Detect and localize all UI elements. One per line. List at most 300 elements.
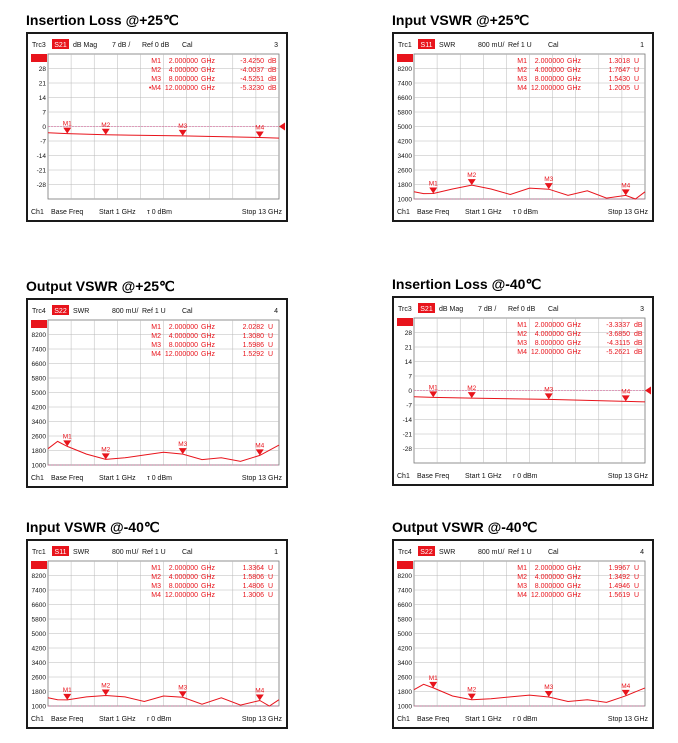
marker-label: M4 xyxy=(621,182,631,190)
marker-readout-vunit: U xyxy=(268,565,274,572)
marker-readout-unit: GHz xyxy=(567,58,581,65)
footer-power: r 0 dBm xyxy=(513,473,538,480)
marker-readout-value: 1.5986 xyxy=(242,342,264,349)
marker-readout-freq: 12.000000 xyxy=(530,349,564,356)
footer-start: Start 1 GHz xyxy=(99,716,136,723)
marker-readout-unit: GHz xyxy=(201,85,215,92)
chart-svg xyxy=(394,541,652,727)
format-label: SWR xyxy=(73,549,90,556)
y-tick-label: 5000 xyxy=(31,390,46,397)
marker-readout-name: M2 xyxy=(151,574,161,581)
ref-label: Ref 1 U xyxy=(142,308,166,315)
marker-label: M4 xyxy=(255,687,265,695)
marker-readout-unit: GHz xyxy=(201,76,215,83)
y-tick-label: 1000 xyxy=(31,703,46,711)
marker-readout-vunit: U xyxy=(634,565,640,572)
marker-readout-vunit: U xyxy=(634,58,640,65)
marker-readout-name: M2 xyxy=(517,331,527,338)
marker-label: M1 xyxy=(62,686,72,694)
y-tick-label: -21 xyxy=(402,431,412,439)
y-tick-label: 21 xyxy=(38,80,46,88)
y-tick-label: 8200 xyxy=(397,66,412,73)
footer-stop: Stop 13 GHz xyxy=(607,716,648,723)
marker-label: M3 xyxy=(178,122,188,130)
marker-readout-name: M3 xyxy=(517,76,527,83)
marker-readout-vunit: dB xyxy=(268,76,277,83)
marker-readout-name: M1 xyxy=(151,565,161,572)
y-tick-label: 8200 xyxy=(31,573,46,580)
trace-number: 1 xyxy=(274,549,278,556)
ref-label: Ref 1 U xyxy=(508,42,532,49)
marker-readout-freq: 2.000000 xyxy=(534,58,564,65)
marker-readout-value: -3.3337 xyxy=(606,322,630,329)
footer-channel: Ch1 xyxy=(31,209,44,216)
marker-label: M3 xyxy=(544,386,554,394)
y-tick-label: 4200 xyxy=(31,404,46,412)
marker-readout-name: M4 xyxy=(517,85,527,92)
marker-label: M1 xyxy=(428,384,438,392)
reference-arrow xyxy=(279,123,285,131)
trace-number: 3 xyxy=(640,306,644,313)
scale-label: 800 mU/ xyxy=(112,549,139,556)
ref-label: Ref 0 dB xyxy=(508,306,536,313)
y-tick-label: -21 xyxy=(36,167,46,175)
marker-readout-unit: GHz xyxy=(201,583,215,590)
marker-readout-vunit: U xyxy=(634,583,640,590)
y-tick-label: 28 xyxy=(404,330,412,337)
y-tick-label: 14 xyxy=(404,359,412,366)
footer-stop: Stop 13 GHz xyxy=(241,475,282,482)
marker-readout-value: 1.3080 xyxy=(242,333,264,340)
marker-readout-unit: GHz xyxy=(201,574,215,581)
marker-readout-unit: GHz xyxy=(567,340,581,347)
marker-label: M4 xyxy=(621,388,631,396)
y-tick-label: 0 xyxy=(408,388,412,395)
y-tick-label: 1000 xyxy=(397,196,412,204)
marker-readout-value: -3.4250 xyxy=(240,58,264,65)
marker-readout-value: 1.4806 xyxy=(242,583,264,590)
y-tick-label: -14 xyxy=(36,153,46,160)
marker-readout-unit: GHz xyxy=(567,565,581,572)
y-tick-label: 2600 xyxy=(31,433,46,441)
y-tick-label: 2600 xyxy=(31,674,46,682)
y-tick-label: -28 xyxy=(402,446,412,453)
marker-readout-name: M1 xyxy=(517,322,527,329)
panel-title: Insertion Loss @-40℃ xyxy=(392,276,542,292)
y-tick-label: 3400 xyxy=(397,153,412,160)
param-label: S21 xyxy=(420,306,433,313)
ref-trace-badge xyxy=(31,54,47,62)
panel-title: Output VSWR @-40℃ xyxy=(392,519,538,535)
marker-readout-freq: 12.000000 xyxy=(164,85,198,92)
footer-base-freq: Base Freq xyxy=(51,475,84,482)
footer-channel: Ch1 xyxy=(397,209,410,216)
marker-readout-name: M2 xyxy=(151,333,161,340)
marker-label: M4 xyxy=(255,442,265,450)
cal-label: Cal xyxy=(548,306,559,313)
chart-frame xyxy=(26,298,288,488)
marker-readout-freq: 4.000000 xyxy=(534,67,564,74)
trace-label: Trc4 xyxy=(398,549,412,556)
cal-label: Cal xyxy=(182,308,193,315)
marker-label: M3 xyxy=(544,684,554,692)
y-tick-label: 7400 xyxy=(397,587,412,595)
marker-readout-name: M3 xyxy=(151,342,161,349)
y-tick-label: 3400 xyxy=(31,660,46,667)
marker-readout-vunit: dB xyxy=(634,322,643,329)
marker-readout-unit: GHz xyxy=(567,592,581,599)
marker-readout-vunit: U xyxy=(268,583,274,590)
cal-label: Cal xyxy=(182,42,193,49)
marker-readout-vunit: dB xyxy=(268,85,277,92)
scale-label: 7 dB / xyxy=(112,42,131,49)
footer-start: Start 1 GHz xyxy=(99,209,136,216)
y-tick-label: 2600 xyxy=(397,674,412,682)
scale-label: 7 dB / xyxy=(478,306,497,313)
chart-frame xyxy=(392,32,654,222)
y-tick-label: 6600 xyxy=(31,361,46,368)
marker-readout-vunit: U xyxy=(268,324,274,331)
marker-readout-value: 1.3006 xyxy=(242,592,264,599)
marker-readout-freq: 8.000000 xyxy=(534,340,564,347)
marker-readout-name: M4 xyxy=(517,349,527,356)
marker-readout-vunit: U xyxy=(268,351,274,358)
marker-readout-value: 1.4946 xyxy=(608,583,630,590)
marker-readout-unit: GHz xyxy=(201,333,215,340)
cal-label: Cal xyxy=(548,42,559,49)
trace-label: Trc4 xyxy=(32,308,46,315)
marker-readout-value: 1.3364 xyxy=(242,565,264,572)
marker-readout-name: M2 xyxy=(517,574,527,581)
y-tick-label: 2600 xyxy=(397,167,412,175)
marker-readout-freq: 2.000000 xyxy=(534,565,564,572)
ref-trace-badge xyxy=(397,318,413,326)
marker-label: M1 xyxy=(62,120,72,128)
param-label: S11 xyxy=(54,549,67,556)
marker-readout-vunit: U xyxy=(268,333,274,340)
footer-base-freq: Base Freq xyxy=(51,716,84,723)
chart-svg xyxy=(394,34,652,220)
footer-channel: Ch1 xyxy=(31,475,44,482)
param-label: S22 xyxy=(54,308,67,315)
chart-svg xyxy=(28,541,286,727)
y-tick-label: 4200 xyxy=(397,645,412,653)
y-tick-label: 5800 xyxy=(397,616,412,624)
y-tick-label: 5000 xyxy=(31,631,46,638)
marker-readout-value: 1.7647 xyxy=(608,67,630,74)
chart-frame xyxy=(392,296,654,486)
marker-label: M2 xyxy=(467,686,477,694)
footer-stop: Stop 13 GHz xyxy=(607,473,648,480)
marker-label: M2 xyxy=(467,385,477,393)
marker-readout-vunit: U xyxy=(268,342,274,349)
y-tick-label: 7400 xyxy=(397,80,412,88)
marker-readout-name: M1 xyxy=(151,58,161,65)
panel-title: Output VSWR @+25℃ xyxy=(26,278,175,294)
marker-readout-value: 1.3018 xyxy=(608,58,630,65)
footer-start: Start 1 GHz xyxy=(465,716,502,723)
marker-readout-name: M1 xyxy=(517,58,527,65)
marker-label: M1 xyxy=(62,433,72,441)
marker-readout-unit: GHz xyxy=(567,67,581,74)
marker-label: M2 xyxy=(101,121,111,129)
footer-channel: Ch1 xyxy=(31,716,44,723)
marker-label: M1 xyxy=(428,180,438,188)
footer-stop: Stop 13 GHz xyxy=(241,209,282,216)
marker-readout-freq: 2.000000 xyxy=(168,565,198,572)
marker-label: M2 xyxy=(467,172,477,180)
trace-label: Trc3 xyxy=(32,42,46,49)
marker-readout-name: M1 xyxy=(517,565,527,572)
footer-base-freq: Base Freq xyxy=(417,473,450,480)
marker-readout-unit: GHz xyxy=(201,565,215,572)
scale-label: 800 mU/ xyxy=(478,42,505,49)
marker-readout-name: M3 xyxy=(151,76,161,83)
y-tick-label: 3400 xyxy=(397,660,412,667)
chart-svg xyxy=(394,298,652,484)
format-label: dB Mag xyxy=(73,42,98,49)
marker-readout-freq: 12.000000 xyxy=(530,592,564,599)
y-tick-label: -14 xyxy=(402,417,412,424)
trace-number: 4 xyxy=(640,549,644,556)
y-tick-label: 1800 xyxy=(31,448,46,455)
marker-readout-freq: 8.000000 xyxy=(534,583,564,590)
footer-power: r 0 dBm xyxy=(513,716,538,723)
marker-readout-value: 1.5619 xyxy=(608,592,630,599)
marker-readout-value: 1.5430 xyxy=(608,76,630,83)
marker-readout-value: 1.3492 xyxy=(608,574,630,581)
footer-channel: Ch1 xyxy=(397,473,410,480)
y-tick-label: 1000 xyxy=(31,462,46,470)
y-tick-label: 14 xyxy=(38,95,46,102)
y-tick-label: 7 xyxy=(42,109,46,117)
y-tick-label: 5800 xyxy=(31,616,46,624)
trace-label: Trc1 xyxy=(398,42,412,49)
marker-readout-unit: GHz xyxy=(201,351,215,358)
ref-trace-badge xyxy=(397,54,413,62)
chart-frame xyxy=(392,539,654,729)
marker-readout-value: -4.3115 xyxy=(606,340,630,347)
trace-number: 4 xyxy=(274,308,278,315)
format-label: SWR xyxy=(439,549,456,556)
marker-readout-vunit: dB xyxy=(634,331,643,338)
marker-readout-freq: 4.000000 xyxy=(534,331,564,338)
cal-label: Cal xyxy=(182,549,193,556)
footer-base-freq: Base Freq xyxy=(51,209,84,216)
footer-start: Start 1 GHz xyxy=(465,209,502,216)
y-tick-label: 5000 xyxy=(397,631,412,638)
y-tick-label: 6600 xyxy=(397,602,412,609)
chart-svg xyxy=(28,300,286,486)
marker-readout-vunit: U xyxy=(634,67,640,74)
y-tick-label: 5800 xyxy=(31,375,46,383)
format-label: SWR xyxy=(73,308,90,315)
marker-readout-name: M2 xyxy=(517,67,527,74)
panel-title: Input VSWR @+25℃ xyxy=(392,12,530,28)
trace-label: Trc1 xyxy=(32,549,46,556)
y-tick-label: 7400 xyxy=(31,587,46,595)
marker-readout-vunit: U xyxy=(268,592,274,599)
format-label: SWR xyxy=(439,42,456,49)
marker-readout-unit: GHz xyxy=(201,67,215,74)
marker-readout-vunit: U xyxy=(634,76,640,83)
marker-readout-vunit: U xyxy=(268,574,274,581)
marker-readout-name: M2 xyxy=(151,67,161,74)
marker-readout-unit: GHz xyxy=(567,322,581,329)
y-tick-label: 7400 xyxy=(31,346,46,354)
panel-title: Input VSWR @-40℃ xyxy=(26,519,160,535)
marker-readout-freq: 8.000000 xyxy=(168,76,198,83)
marker-label: M2 xyxy=(101,446,111,454)
panel-title: Insertion Loss @+25℃ xyxy=(26,12,179,28)
chart-frame xyxy=(26,539,288,729)
marker-readout-freq: 2.000000 xyxy=(168,58,198,65)
marker-readout-freq: 12.000000 xyxy=(164,351,198,358)
ref-label: Ref 0 dB xyxy=(142,42,170,49)
marker-readout-unit: GHz xyxy=(567,583,581,590)
y-tick-label: 4200 xyxy=(397,138,412,146)
chart-frame xyxy=(26,32,288,222)
marker-readout-freq: 4.000000 xyxy=(534,574,564,581)
y-tick-label: 1800 xyxy=(31,689,46,696)
ref-label: Ref 1 U xyxy=(142,549,166,556)
marker-readout-name: M3 xyxy=(517,583,527,590)
y-tick-label: 6600 xyxy=(31,602,46,609)
y-tick-label: -7 xyxy=(406,402,412,410)
marker-readout-unit: GHz xyxy=(567,85,581,92)
y-tick-label: -28 xyxy=(36,182,46,189)
y-tick-label: 0 xyxy=(42,124,46,131)
y-tick-label: 1000 xyxy=(397,703,412,711)
marker-label: M3 xyxy=(544,176,554,184)
marker-readout-value: -4.5251 xyxy=(240,76,264,83)
footer-start: Start 1 GHz xyxy=(99,475,136,482)
marker-readout-value: 1.5806 xyxy=(242,574,264,581)
marker-readout-vunit: U xyxy=(634,592,640,599)
marker-label: M4 xyxy=(621,682,631,690)
scale-label: 800 mU/ xyxy=(478,549,505,556)
trace-number: 1 xyxy=(640,42,644,49)
y-tick-label: 5000 xyxy=(397,124,412,131)
marker-readout-freq: 8.000000 xyxy=(168,583,198,590)
marker-readout-name: •M4 xyxy=(148,85,161,92)
param-label: S22 xyxy=(420,549,433,556)
marker-readout-freq: 4.000000 xyxy=(168,67,198,74)
marker-readout-vunit: dB xyxy=(268,67,277,74)
marker-readout-name: M3 xyxy=(151,583,161,590)
marker-readout-unit: GHz xyxy=(201,342,215,349)
marker-readout-unit: GHz xyxy=(567,331,581,338)
marker-label: M1 xyxy=(428,674,438,682)
marker-readout-unit: GHz xyxy=(567,349,581,356)
marker-readout-unit: GHz xyxy=(567,76,581,83)
marker-readout-vunit: dB xyxy=(634,349,643,356)
footer-channel: Ch1 xyxy=(397,716,410,723)
marker-readout-vunit: U xyxy=(634,85,640,92)
y-tick-label: 21 xyxy=(404,344,412,352)
marker-readout-name: M3 xyxy=(517,340,527,347)
y-tick-label: 1800 xyxy=(397,689,412,696)
y-tick-label: 28 xyxy=(38,66,46,73)
marker-label: M4 xyxy=(255,124,265,132)
marker-readout-vunit: dB xyxy=(268,58,277,65)
marker-readout-name: M4 xyxy=(151,592,161,599)
marker-label: M3 xyxy=(178,441,188,449)
marker-readout-value: 1.2005 xyxy=(608,85,630,92)
marker-readout-unit: GHz xyxy=(201,58,215,65)
marker-readout-unit: GHz xyxy=(201,324,215,331)
marker-readout-freq: 2.000000 xyxy=(534,322,564,329)
footer-power: τ 0 dBm xyxy=(513,209,538,216)
marker-readout-vunit: dB xyxy=(634,340,643,347)
marker-label: M2 xyxy=(101,682,111,690)
marker-readout-freq: 12.000000 xyxy=(530,85,564,92)
marker-readout-value: 1.9967 xyxy=(608,565,630,572)
trace-number: 3 xyxy=(274,42,278,49)
marker-readout-freq: 8.000000 xyxy=(168,342,198,349)
scale-label: 800 mU/ xyxy=(112,308,139,315)
cal-label: Cal xyxy=(548,549,559,556)
trace-label: Trc3 xyxy=(398,306,412,313)
y-tick-label: -7 xyxy=(40,138,46,146)
marker-readout-freq: 2.000000 xyxy=(168,324,198,331)
ref-trace-badge xyxy=(397,561,413,569)
chart-svg xyxy=(28,34,286,220)
marker-readout-value: -3.6850 xyxy=(606,331,630,338)
marker-readout-value: 1.5292 xyxy=(242,351,264,358)
marker-readout-value: 2.0282 xyxy=(242,324,264,331)
footer-base-freq: Base Freq xyxy=(417,716,450,723)
y-tick-label: 1800 xyxy=(397,182,412,189)
marker-readout-freq: 12.000000 xyxy=(164,592,198,599)
marker-readout-name: M4 xyxy=(517,592,527,599)
marker-readout-unit: GHz xyxy=(567,574,581,581)
ref-trace-badge xyxy=(31,320,47,328)
marker-readout-freq: 4.000000 xyxy=(168,574,198,581)
footer-start: Start 1 GHz xyxy=(465,473,502,480)
footer-power: τ 0 dBm xyxy=(147,209,172,216)
marker-readout-value: -5.3230 xyxy=(240,85,264,92)
footer-power: τ 0 dBm xyxy=(147,475,172,482)
footer-stop: Stop 13 GHz xyxy=(607,209,648,216)
y-tick-label: 3400 xyxy=(31,419,46,426)
marker-readout-value: -5.2621 xyxy=(606,349,630,356)
marker-readout-name: M4 xyxy=(151,351,161,358)
param-label: S21 xyxy=(54,42,67,49)
y-tick-label: 5800 xyxy=(397,109,412,117)
y-tick-label: 6600 xyxy=(397,95,412,102)
param-label: S11 xyxy=(420,42,433,49)
ref-trace-badge xyxy=(31,561,47,569)
format-label: dB Mag xyxy=(439,306,464,313)
y-tick-label: 7 xyxy=(408,373,412,381)
marker-label: M3 xyxy=(178,684,188,692)
y-tick-label: 8200 xyxy=(31,332,46,339)
marker-readout-unit: GHz xyxy=(201,592,215,599)
ref-label: Ref 1 U xyxy=(508,549,532,556)
marker-readout-freq: 4.000000 xyxy=(168,333,198,340)
reference-arrow xyxy=(645,387,651,395)
footer-power: r 0 dBm xyxy=(147,716,172,723)
y-tick-label: 4200 xyxy=(31,645,46,653)
marker-readout-value: -4.0037 xyxy=(240,67,264,74)
y-tick-label: 8200 xyxy=(397,573,412,580)
marker-readout-vunit: U xyxy=(634,574,640,581)
footer-base-freq: Base Freq xyxy=(417,209,450,216)
marker-readout-name: M1 xyxy=(151,324,161,331)
marker-readout-freq: 8.000000 xyxy=(534,76,564,83)
footer-stop: Stop 13 GHz xyxy=(241,716,282,723)
